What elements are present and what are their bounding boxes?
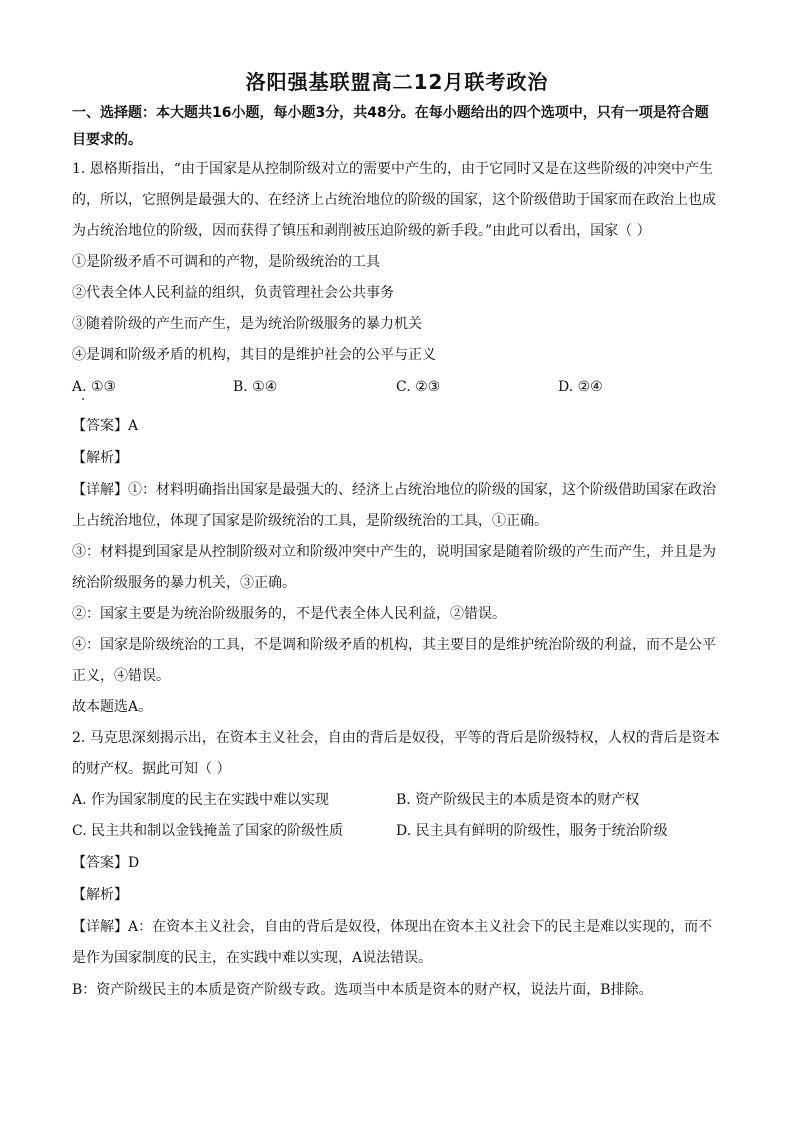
q2-option-b: B. 资产阶级民主的本质是资本的财产权 (396, 792, 640, 808)
q1-option-b: B. ①④ (233, 379, 278, 395)
q2-detail-label: 【详解】 (72, 919, 128, 935)
q2-answer-label: 【答案】 (72, 855, 128, 871)
q1-option-a: A. ①③ (72, 379, 117, 395)
q1-statement-3: ③随着阶级的产生而产生，是为统治阶级服务的暴力机关 (72, 316, 422, 332)
q2-option-d: D. 民主具有鲜明的阶级性，服务于统治阶级 (396, 823, 668, 839)
q1-detail-text-1: ①：材料明确指出国家是最强大的、经济上占统治地位的阶级的国家，这个阶级借助国家在政治 (128, 482, 716, 498)
stray-dot (82, 398, 84, 400)
q1-statement-1: ①是阶级矛盾不可调和的产物，是阶级统治的工具 (72, 254, 380, 270)
q2-detail-line-1 (72, 917, 724, 937)
q1-analysis-label (72, 448, 724, 468)
q1-detail-line-6: ④：国家是阶级统治的工具，不是调和阶级矛盾的机构，其主要目的是维护统治阶级的利益，而不是公平 (72, 637, 716, 653)
page-title: 洛阳强基联盟高二12月联考政治 (245, 70, 549, 94)
q1-stem-line-2: 的，所以，它照例是最强大的、在经济上占统治地位的阶级的国家，这个阶级借助于国家而在政治上也成 (72, 192, 716, 208)
q2-analysis-label (72, 885, 724, 905)
q2-detail-line-3: B：资产阶级民主的本质是资产阶级专政。选项当中本质是资本的财产权，说法片面，B排除。 (72, 982, 653, 998)
q1-answer (72, 416, 724, 436)
q2-answer-value: D (128, 855, 140, 871)
q1-detail-line-2: 上占统治地位，体现了国家是阶级统治的工具，是阶级统治的工具，①正确。 (72, 513, 548, 529)
q1-statement-2: ②代表全体人民利益的组织，负责管理社会公共事务 (72, 285, 394, 301)
q1-answer-label: 【答案】 (72, 418, 128, 434)
q1-detail-label: 【详解】 (72, 482, 128, 498)
q2-stem-line-2: 的财产权。据此可知（ ） (72, 761, 231, 777)
q2-option-c: C. 民主共和制以金钱掩盖了国家的阶级性质 (72, 823, 344, 839)
q2-answer (72, 853, 724, 873)
q1-detail-line-4: 统治阶级服务的暴力机关，③正确。 (72, 575, 296, 591)
q1-stem-line-3: 为占统治地位的阶级，因而获得了镇压和剥削被压迫阶级的新手段。”由此可以看出，国家（ ） (72, 223, 651, 239)
q2-analysis-heading: 【解析】 (72, 887, 128, 903)
q2-stem-line-1: 2. 马克思深刻揭示出，在资本主义社会，自由的背后是奴役，平等的背后是阶级特权，人权的背后是资本 (72, 730, 720, 746)
q1-statement-4: ④是调和阶级矛盾的机构，其目的是维护社会的公平与正义 (72, 347, 436, 363)
q1-detail-line-5: ②：国家主要是为统治阶级服务的，不是代表全体人民利益，②错误。 (72, 606, 506, 622)
q1-detail-line-3: ③：材料提到国家是从控制阶级对立和阶级冲突中产生的，说明国家是随着阶级的产生而产生，并且是为 (72, 544, 716, 560)
section-instruction-line-2: 目要求的。 (72, 132, 142, 148)
q1-detail-line-7: 正义，④错误。 (72, 668, 170, 684)
q2-detail-text-1: A：在资本主义社会，自由的背后是奴役，体现出在资本主义社会下的民主是难以实现的，而不 (128, 919, 713, 935)
q1-analysis-heading: 【解析】 (72, 450, 128, 466)
q2-detail-line-2: 是作为国家制度的民主，在实践中难以实现，A说法错误。 (72, 950, 433, 966)
q1-answer-value: A (128, 418, 139, 434)
q2-option-a: A. 作为国家制度的民主在实践中难以实现 (72, 792, 330, 808)
q1-stem-line-1: 1. 恩格斯指出，“由于国家是从控制阶级对立的需要中产生的，由于它同时又是在这些阶级的冲突中产生 (72, 161, 713, 177)
q1-option-d: D. ②④ (558, 379, 603, 395)
q1-detail-line-1 (72, 480, 724, 500)
q1-option-c: C. ②③ (396, 379, 441, 395)
section-instruction-line-1: 一、选择题：本大题共16小题，每小题3分，共48分。在每小题给出的四个选项中，只有一项是符合题 (72, 105, 709, 121)
q1-conclusion: 故本题选A。 (72, 699, 153, 715)
